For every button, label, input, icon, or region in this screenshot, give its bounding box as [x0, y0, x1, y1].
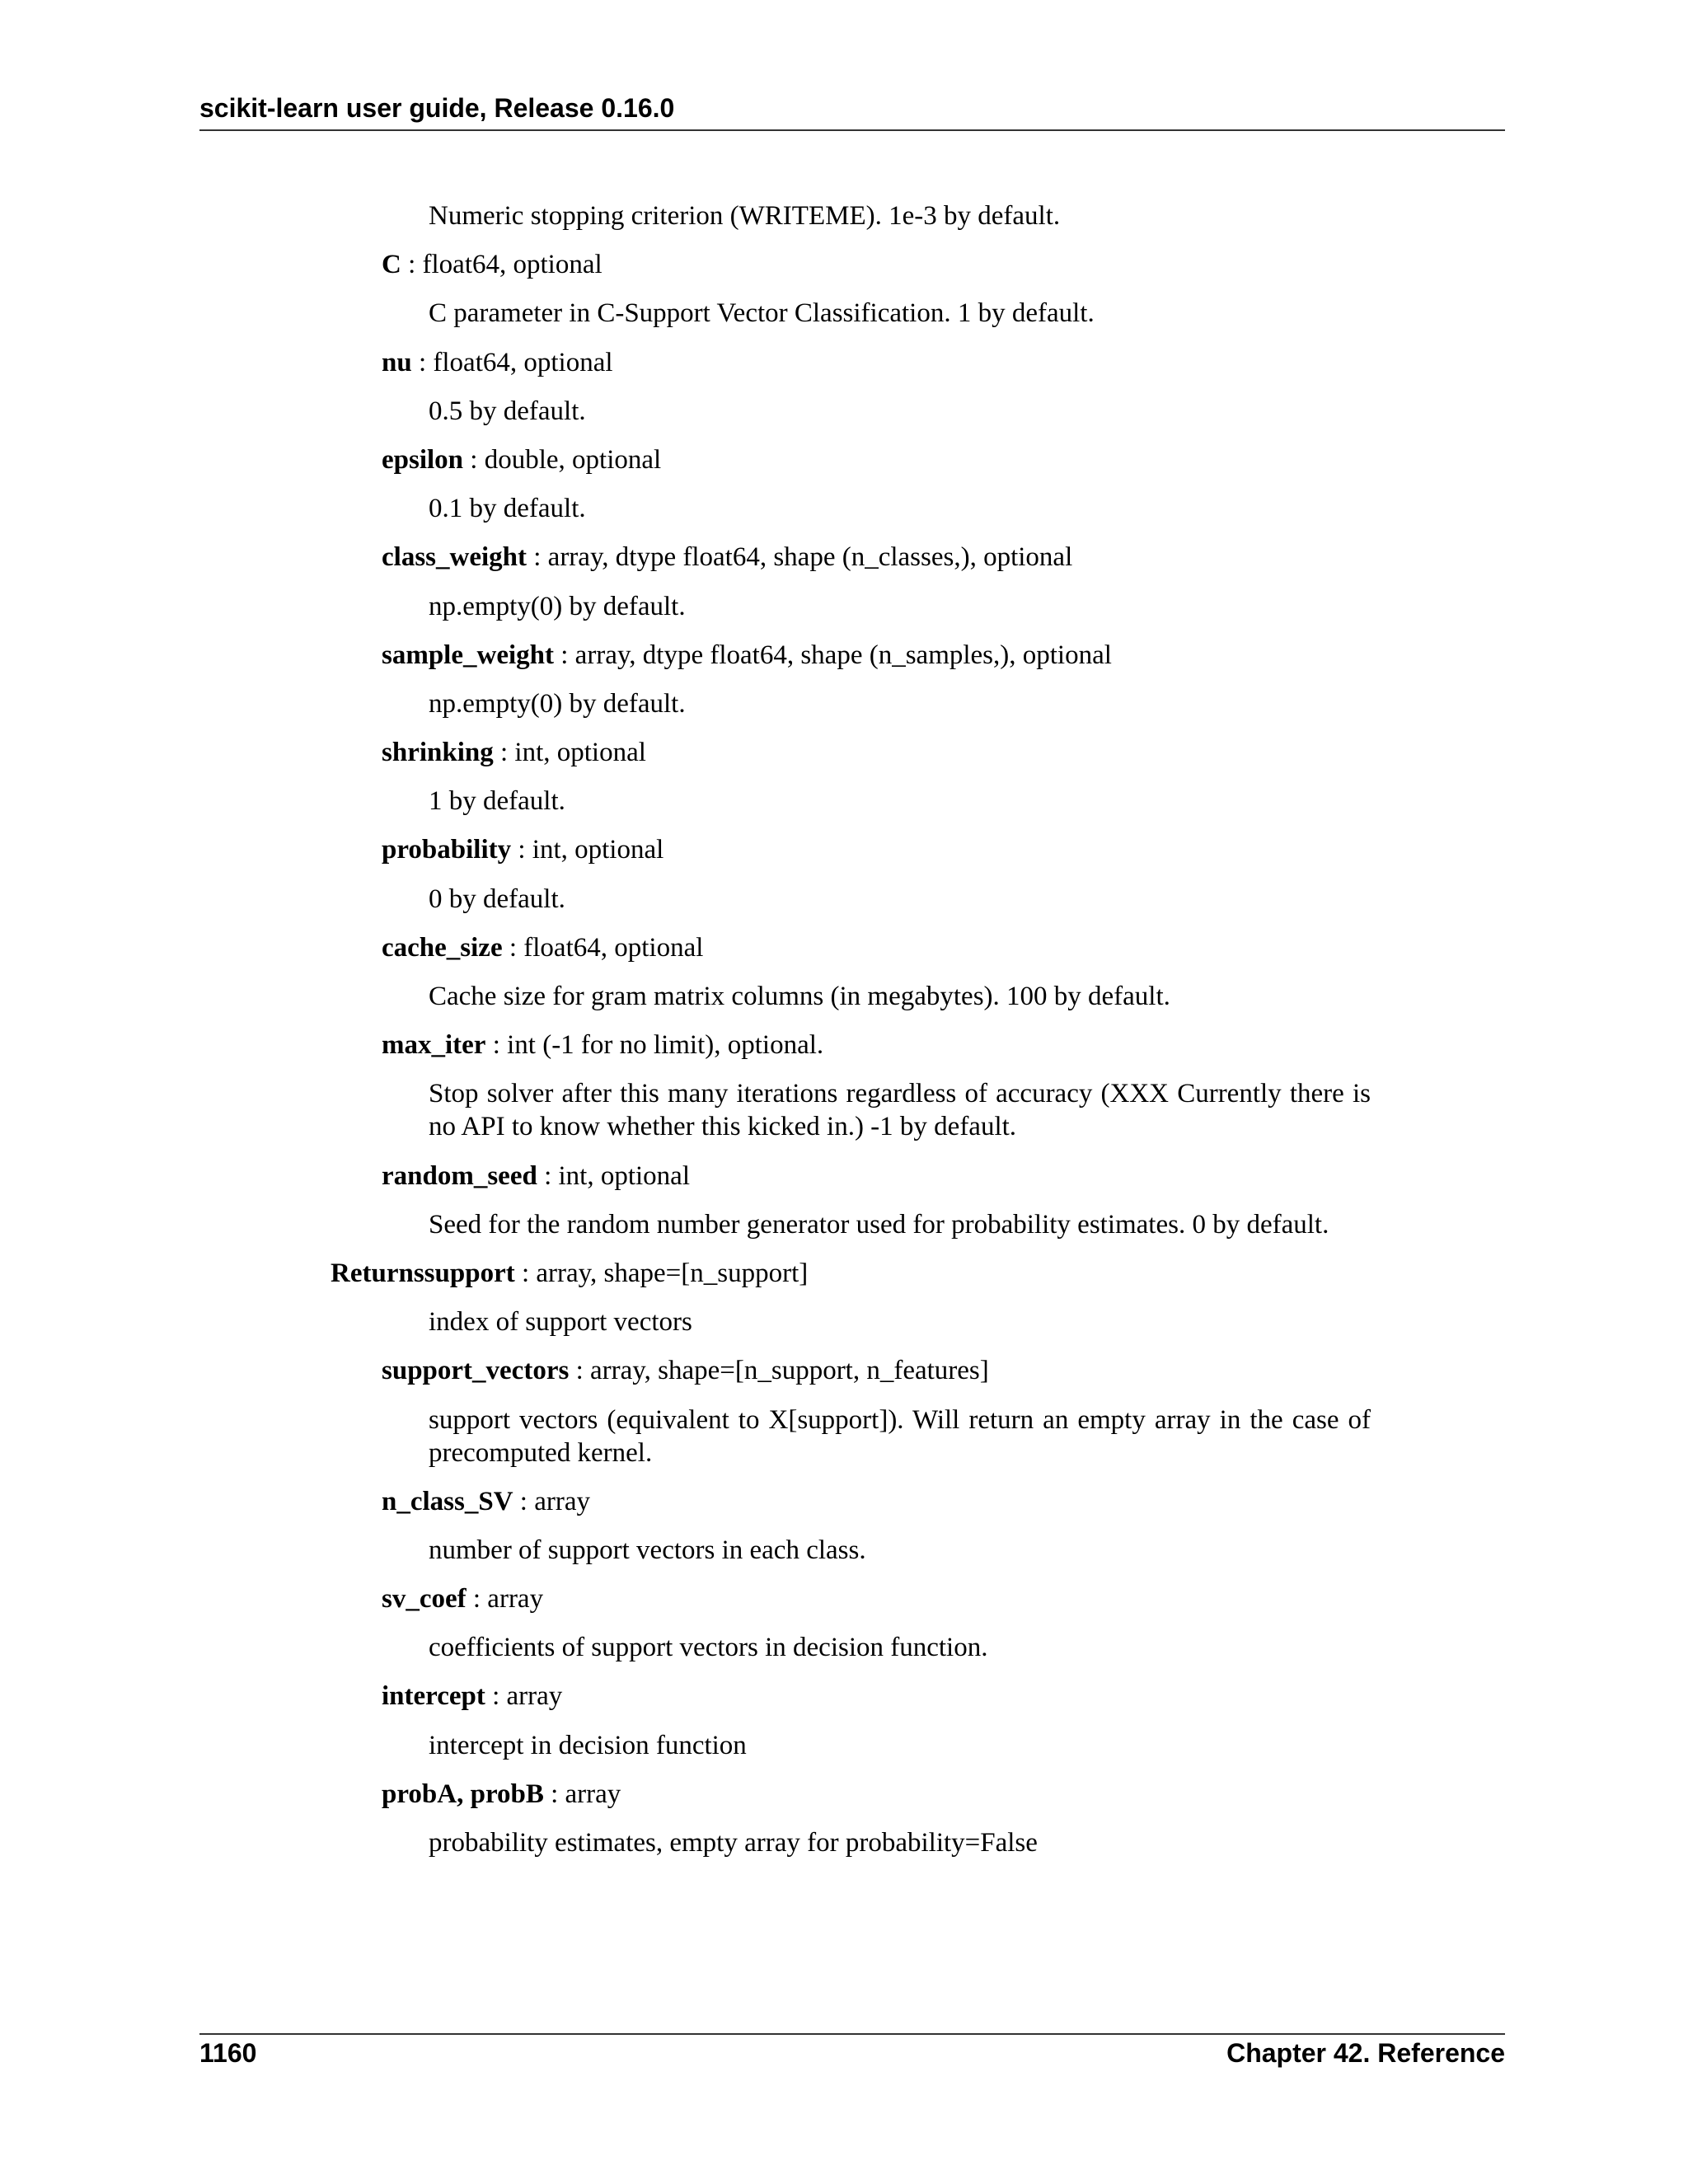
param-name: max_iter — [382, 1030, 486, 1061]
footer-rule — [199, 2033, 1505, 2035]
return-term — [331, 1485, 1371, 1518]
page-number: 1160 — [199, 2038, 257, 2068]
param-type: : array, dtype float64, shape (n_classes,), optional — [527, 542, 1073, 573]
doc-body — [331, 199, 1371, 1875]
return-term — [331, 1680, 1371, 1713]
header-rule — [199, 129, 1505, 131]
param-term — [331, 1029, 1371, 1062]
param-name: cache_size — [382, 932, 503, 963]
return-type: : array, shape=[n_support, n_features] — [569, 1356, 989, 1386]
param-type: : int, optional — [511, 835, 664, 865]
param-type: : int, optional — [493, 738, 646, 768]
return-name: intercept — [382, 1681, 485, 1712]
param-desc: 0.1 by default. — [429, 494, 586, 524]
return-type: : array — [543, 1779, 621, 1809]
param-type: : float64, optional — [401, 250, 603, 280]
return-term — [331, 1257, 1371, 1290]
param-term — [331, 1160, 1371, 1193]
param-type: : double, optional — [463, 444, 662, 475]
param-desc: Numeric stopping criterion (WRITEME). 1e-3 by default. — [429, 201, 1061, 231]
param-type: : int, optional — [537, 1160, 691, 1191]
param-term — [331, 736, 1371, 769]
param-term — [331, 833, 1371, 866]
return-desc: number of support vectors in each class. — [429, 1535, 866, 1565]
return-name: support — [424, 1258, 515, 1288]
param-type: : int (-1 for no limit), optional. — [485, 1030, 824, 1061]
return-term — [331, 1354, 1371, 1387]
return-desc: intercept in decision function — [429, 1730, 747, 1760]
return-term — [331, 1778, 1371, 1811]
return-desc: index of support vectors — [429, 1307, 692, 1338]
param-desc: 1 by default. — [429, 786, 565, 817]
chapter-title: Chapter 42. Reference — [1226, 2038, 1505, 2068]
param-term — [331, 541, 1371, 574]
param-name: C — [382, 250, 401, 280]
param-desc: Seed for the random number generator used for probability estimates. 0 by default. — [429, 1209, 1329, 1240]
return-type: : array — [466, 1584, 544, 1615]
param-desc: 0.5 by default. — [429, 396, 586, 426]
param-desc: 0 by default. — [429, 883, 565, 914]
return-name: probA, probB — [382, 1779, 544, 1809]
return-type: : array — [513, 1486, 590, 1516]
param-desc: np.empty(0) by default. — [429, 688, 686, 719]
return-type: : array — [485, 1681, 563, 1712]
param-term — [331, 248, 1371, 281]
return-name: sv_coef — [382, 1584, 467, 1615]
returns-label: Returns — [331, 1258, 424, 1288]
param-name: probability — [382, 835, 512, 865]
param-type: : float64, optional — [502, 932, 704, 963]
running-header: scikit-learn user guide, Release 0.16.0 — [199, 93, 675, 123]
param-term — [331, 443, 1371, 476]
param-name: random_seed — [382, 1160, 537, 1191]
return-desc: support vectors (equivalent to X[support]). Will return an empty array in the case of precomputed kernel. — [429, 1404, 1371, 1468]
return-name: n_class_SV — [382, 1486, 513, 1516]
param-type: : float64, optional — [411, 347, 613, 377]
param-name: epsilon — [382, 444, 464, 475]
param-type: : array, dtype float64, shape (n_samples,), optional — [554, 640, 1112, 670]
parameter-list — [331, 248, 1371, 1241]
param-desc: C parameter in C-Support Vector Classification. 1 by default. — [429, 298, 1095, 329]
param-name: class_weight — [382, 542, 527, 573]
param-name: nu — [382, 347, 412, 377]
param-term — [331, 931, 1371, 964]
param-desc: Cache size for gram matrix columns (in megabytes). 100 by default. — [429, 982, 1170, 1011]
return-term — [331, 1582, 1371, 1615]
param-term — [331, 639, 1371, 672]
returns-list — [331, 1257, 1371, 1859]
param-desc: Stop solver after this many iterations regardless of accuracy (XXX Currently there is no API to know whether this kicked in.) -1 by default. — [429, 1079, 1371, 1142]
return-desc: probability estimates, empty array for probability=False — [429, 1828, 1038, 1858]
return-desc: coefficients of support vectors in decision function. — [429, 1633, 988, 1663]
param-desc: np.empty(0) by default. — [429, 591, 686, 621]
param-term — [331, 346, 1371, 379]
param-name: shrinking — [382, 738, 494, 768]
return-name: support_vectors — [382, 1356, 570, 1386]
param-name: sample_weight — [382, 640, 554, 670]
return-type: : array, shape=[n_support] — [514, 1258, 809, 1288]
